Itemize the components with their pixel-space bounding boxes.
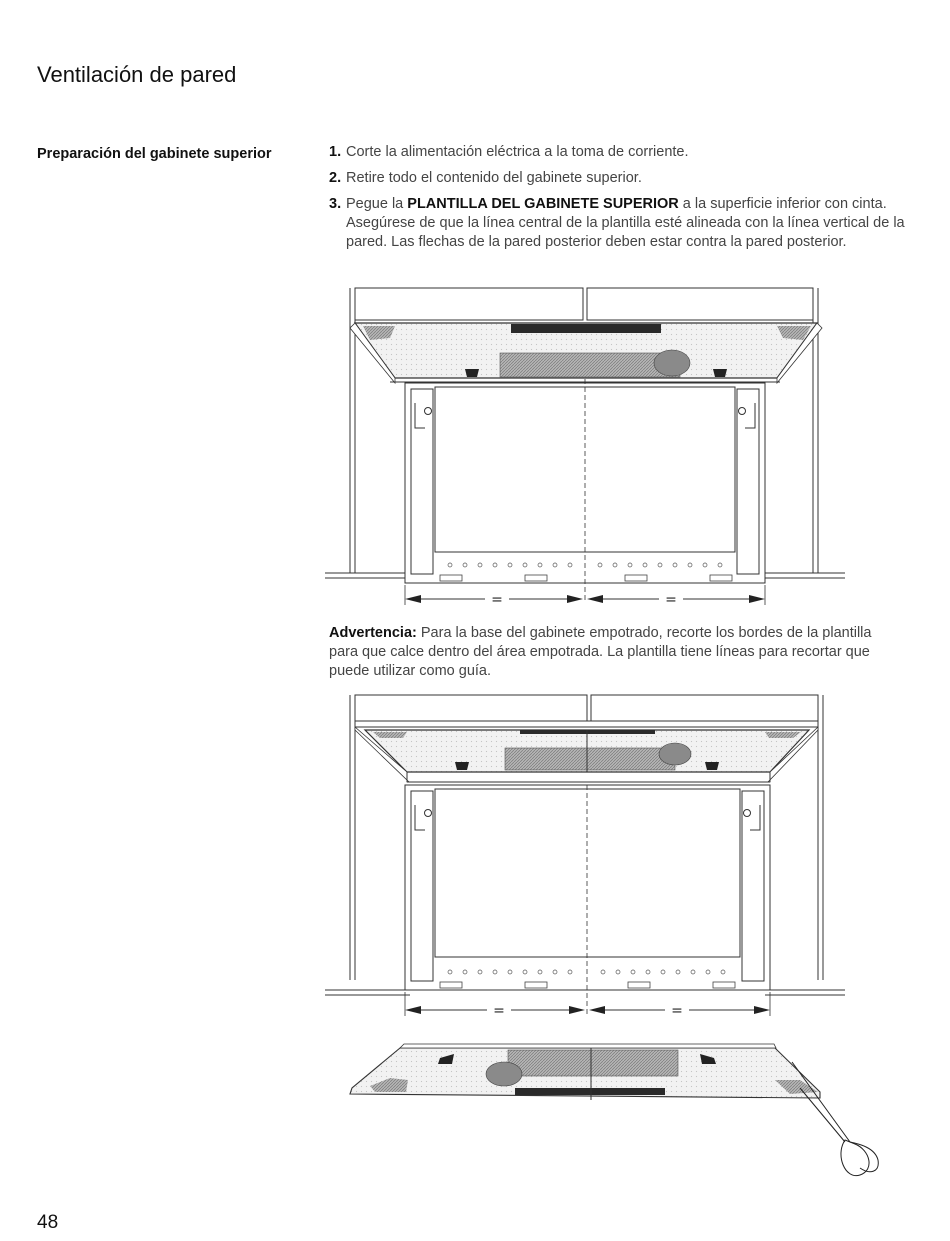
template-slot <box>515 1088 665 1095</box>
warning-text: Para la base del gabinete empotrado, recorte los bordes de la plantilla para que calce dentro del área empotrada. La plantilla tiene líneas para recortar que puede utilizar como guía. <box>329 625 872 679</box>
template-slot <box>511 324 661 333</box>
step-text-before: Pegue la <box>346 196 408 212</box>
step-number: 2. <box>329 170 342 186</box>
page-number: 48 <box>37 1212 59 1233</box>
equal-sign-right: = <box>671 1003 683 1019</box>
recessed-base-diagram <box>325 690 845 1020</box>
equal-sign-left: = <box>491 592 503 608</box>
step-item <box>329 143 919 162</box>
step-number: 3. <box>329 196 342 212</box>
template-name: PLANTILLA DEL GABINETE SUPERIOR <box>407 196 679 212</box>
step-text <box>346 195 919 252</box>
step-text: Corte la alimentación eléctrica a la toma de corriente. <box>346 144 689 160</box>
step-list <box>329 143 919 259</box>
step-item <box>329 195 919 252</box>
section-title: Preparación del gabinete superior <box>37 146 272 162</box>
equal-sign-right: = <box>665 592 677 608</box>
page-title: Ventilación de pared <box>37 62 237 87</box>
step-text-after: a la superficie inferior con cinta. Asegúrese de que la línea central de la plantilla esté alineada con la línea vertical de la pared. Las flechas de la pared posterior deben estar contra la pared posterior. <box>346 196 905 250</box>
template-trimming-diagram <box>330 1040 890 1190</box>
warning-note <box>329 624 899 681</box>
warning-label: Advertencia: <box>329 625 417 641</box>
step-number: 1. <box>329 144 342 160</box>
cabinet-template-diagram <box>325 283 845 608</box>
scissors-icon <box>792 1062 878 1176</box>
step-text: Retire todo el contenido del gabinete superior. <box>346 170 642 186</box>
equal-sign-left: = <box>493 1003 505 1019</box>
step-item <box>329 169 919 188</box>
